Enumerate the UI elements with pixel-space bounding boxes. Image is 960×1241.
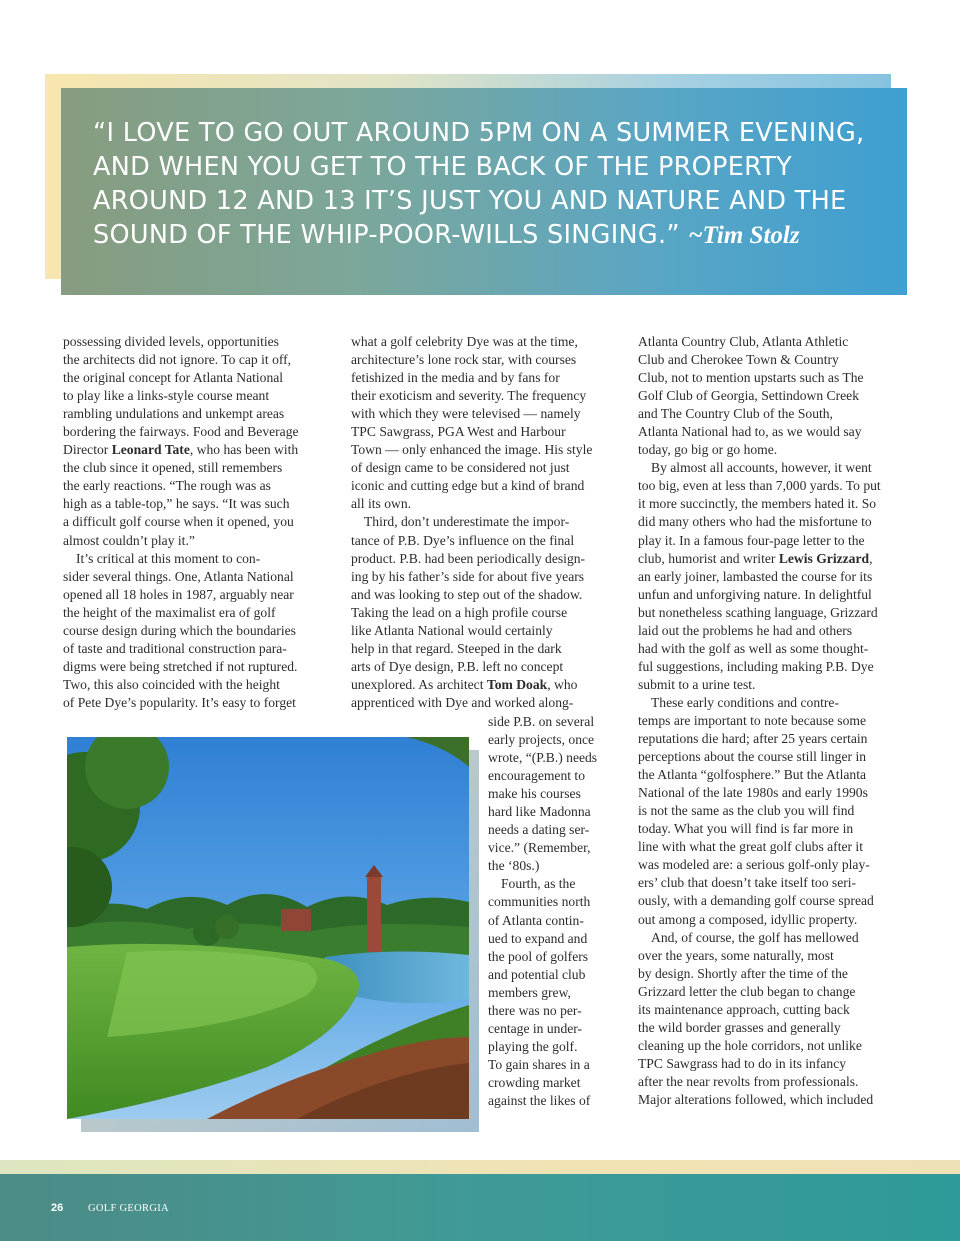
footer-accent-band	[0, 1160, 960, 1174]
text-line: iconic and cutting edge but a kind of brand	[351, 478, 585, 494]
text-line: the early reactions. “The rough was as	[63, 478, 271, 494]
text-line: and potential club	[488, 966, 586, 982]
text-line: Grizzard letter the club began to change	[638, 983, 856, 999]
text-line: there was no per-	[488, 1002, 582, 1018]
text-line: product. P.B. had been periodically design-	[351, 550, 586, 566]
text-line: unfun and unforgiving nature. In delightful	[638, 586, 872, 602]
text-line: Atlanta Country Club, Atlanta Athletic	[638, 334, 849, 349]
text-line: playing the golf.	[488, 1038, 578, 1054]
pull-quote-line-text: SOUND OF THE WHIP-POOR-WILLS SINGING.”	[93, 220, 680, 250]
text-line: vice.” (Remember,	[488, 840, 591, 856]
text-line: sider several things. One, Atlanta National	[63, 568, 294, 584]
text-line: is not the same as the club you will find	[638, 803, 855, 819]
person-name: Leonard Tate	[111, 442, 190, 458]
text-line: and was looking to step out of the shadow.	[351, 586, 583, 602]
text-line: the club since it opened, still remembers	[63, 460, 283, 476]
text-line: encouragement to	[488, 768, 586, 784]
text-line: communities north	[488, 894, 591, 910]
text-line: line with what the great golf clubs after it	[638, 839, 863, 855]
text-line: apprenticed with Dye and worked along-	[351, 694, 574, 710]
pull-quote-line: AROUND 12 AND 13 IT’S JUST YOU AND NATURE AND THE	[93, 186, 847, 216]
text-line: by design. Shortly after the time of the	[638, 965, 848, 981]
text-line: fetishized in the media and by fans for	[351, 370, 560, 386]
text-fragment: Director	[63, 442, 112, 458]
pull-quote-author: ~Tim Stolz	[688, 222, 800, 249]
paragraph	[638, 459, 898, 694]
text-fragment: ,	[869, 550, 873, 566]
text-line: had with the golf as well as some thought-	[638, 640, 869, 656]
text-line: Club and Cherokee Town & Country	[638, 352, 839, 368]
text-line: the architects did not ignore. To cap it off,	[63, 352, 292, 368]
text-line: And, of course, the golf has mellowed	[651, 929, 859, 945]
text-line: perceptions about the course still linger in	[638, 749, 867, 765]
text-line: Club, not to mention upstarts such as The	[638, 370, 864, 386]
text-line: National of the late 1980s and early 1990s	[638, 785, 868, 801]
person-name: Lewis Grizzard	[778, 550, 870, 566]
text-line: reputations die hard; after 25 years certain	[638, 731, 868, 747]
text-line: out among a composed, idyllic property.	[638, 911, 858, 927]
text-fragment: club, humorist and writer	[638, 550, 779, 566]
text-fragment: , who	[547, 676, 578, 692]
text-line: Town — only enhanced the image. His style	[351, 442, 593, 458]
text-line: play it. In a famous four-page letter to the	[638, 532, 865, 548]
paragraph	[63, 550, 323, 712]
text-line: today. What you will find is far more in	[638, 821, 854, 837]
text-line: wrote, “(P.B.) needs	[488, 750, 598, 766]
text-line: against the likes of	[488, 1092, 591, 1108]
paragraph	[638, 333, 898, 459]
text-line: hard like Madonna	[488, 804, 591, 820]
text-line: cleaning up the hole corridors, not unlike	[638, 1037, 862, 1053]
text-fragment: unexplored. As architect	[351, 676, 487, 692]
text-line: the original concept for Atlanta National	[63, 370, 284, 386]
pull-quote-line	[93, 218, 883, 253]
text-line: high as a table-top,” he says. “It was such	[63, 496, 290, 512]
text-line: It’s critical at this moment to con-	[76, 550, 261, 566]
text-line: ously, with a demanding golf course spread	[638, 893, 874, 909]
person-name: Tom Doak	[486, 676, 548, 692]
text-line: possessing divided levels, opportunities	[63, 334, 279, 349]
article-column-3	[638, 333, 898, 1109]
article-column-2-wrap	[488, 713, 618, 1110]
text-line: ful suggestions, including making P.B. Dye	[638, 658, 874, 674]
text-line: ued to expand and	[488, 930, 588, 946]
text-line: with which they were televised — namely	[351, 406, 581, 422]
text-line: side P.B. on several	[488, 714, 595, 729]
text-line: an early joiner, lambasted the course for its	[638, 568, 873, 584]
text-line: TPC Sawgrass had to do in its infancy	[638, 1055, 847, 1071]
text-line: laid out the problems he had and others	[638, 622, 853, 638]
text-line: after the near revolts from professionals.	[638, 1073, 859, 1089]
text-line: help in that regard. Steeped in the dark	[351, 640, 562, 656]
text-line: their exoticism and severity. The frequency	[351, 388, 587, 404]
paragraph	[63, 333, 323, 550]
text-line: the pool of golfers	[488, 948, 589, 964]
text-line: architecture’s lone rock star, with courses	[351, 352, 577, 368]
pull-quote	[93, 116, 883, 253]
text-line	[351, 676, 611, 694]
page-number: 26	[51, 1202, 64, 1214]
text-line: Golf Club of Georgia, Settindown Creek	[638, 388, 859, 404]
text-line: opened all 18 holes in 1987, arguably near	[63, 586, 294, 602]
text-line: almost couldn’t play it.”	[63, 532, 195, 548]
text-line	[638, 550, 898, 568]
text-line: of Pete Dye’s popularity. It’s easy to forget	[63, 694, 296, 710]
text-line: the wild border grasses and generally	[638, 1019, 841, 1035]
text-line: it more succinctly, the members hated it. So	[638, 496, 877, 512]
text-line: members grew,	[488, 984, 571, 1000]
paragraph	[488, 713, 618, 875]
text-line: Taking the lead on a high profile course	[351, 604, 568, 620]
golf-course-illustration	[67, 737, 469, 1119]
text-fragment: , who has been with	[189, 442, 299, 458]
paragraph	[638, 694, 898, 929]
text-line: all its own.	[351, 496, 412, 512]
text-line: temps are important to note because some	[638, 712, 867, 728]
text-line: course design during which the boundaries	[63, 622, 296, 638]
article-column-1	[63, 333, 323, 712]
text-line: Major alterations followed, which included	[638, 1091, 874, 1107]
text-line: today, go big or go home.	[638, 442, 778, 458]
text-line: the Atlanta “golfosphere.” But the Atlanta	[638, 767, 867, 783]
publication-name: GOLF GEORGIA	[88, 1203, 169, 1214]
text-line: of design came to be considered not just	[351, 460, 570, 476]
text-line: to play like a links-style course meant	[63, 388, 270, 404]
pull-quote-line: AND WHEN YOU GET TO THE BACK OF THE PROPERTY	[93, 152, 793, 182]
text-line: was modeled are: a serious golf-only play-	[638, 857, 870, 873]
text-line: Atlanta National had to, as we would say	[638, 424, 862, 440]
article-column-2	[351, 333, 611, 712]
text-line: the height of the maximalist era of golf	[63, 604, 276, 620]
text-line: the ‘80s.)	[488, 858, 540, 874]
text-line: rambling undulations and unkempt areas	[63, 406, 285, 422]
text-line: Third, don’t underestimate the impor-	[364, 514, 570, 530]
text-line: needs a dating ser-	[488, 822, 590, 838]
text-line: did many others who had the misfortune to	[638, 514, 872, 530]
text-line: These early conditions and contre-	[651, 694, 839, 710]
paragraph	[638, 929, 898, 1109]
text-line: To gain shares in a	[488, 1056, 590, 1072]
pull-quote-line: “I LOVE TO GO OUT AROUND 5PM ON A SUMMER EVENING,	[93, 118, 865, 148]
text-line: Fourth, as the	[501, 876, 576, 892]
text-line: ers’ club that doesn’t take itself too seri-	[638, 875, 857, 891]
text-line: TPC Sawgrass, PGA West and Harbour	[351, 424, 566, 440]
text-line: of taste and traditional construction para-	[63, 640, 287, 656]
text-line: submit to a urine test.	[638, 676, 756, 692]
text-line: its maintenance approach, cutting back	[638, 1001, 850, 1017]
text-line	[63, 441, 323, 459]
text-line: a difficult golf course when it opened, you	[63, 514, 294, 530]
text-line: make his courses	[488, 786, 581, 802]
text-line: digms were being stretched if not ruptured.	[63, 658, 298, 674]
text-line: centage in under-	[488, 1020, 583, 1036]
text-line: too big, even at less than 7,000 yards. To put	[638, 478, 881, 494]
text-line: and The Country Club of the South,	[638, 406, 833, 422]
text-line: like Atlanta National would certainly	[351, 622, 553, 638]
golf-course-photo	[67, 737, 469, 1119]
text-line: crowding market	[488, 1074, 581, 1090]
text-line: ing by his father’s side for about five years	[351, 568, 585, 584]
text-line: arts of Dye design, P.B. left no concept	[351, 658, 564, 674]
paragraph	[351, 333, 611, 513]
text-line: of Atlanta contin-	[488, 912, 584, 928]
text-line: By almost all accounts, however, it went	[651, 460, 872, 476]
text-line: what a golf celebrity Dye was at the time,	[351, 334, 578, 349]
text-line: but nonetheless scathing language, Grizzard	[638, 604, 878, 620]
paragraph	[488, 875, 618, 1110]
text-line: Two, this also coincided with the height	[63, 676, 280, 692]
text-line: tance of P.B. Dye’s influence on the final	[351, 532, 575, 548]
paragraph	[351, 513, 611, 712]
text-line: over the years, some naturally, most	[638, 947, 834, 963]
text-line: bordering the fairways. Food and Beverage	[63, 424, 299, 440]
text-line: early projects, once	[488, 732, 595, 748]
